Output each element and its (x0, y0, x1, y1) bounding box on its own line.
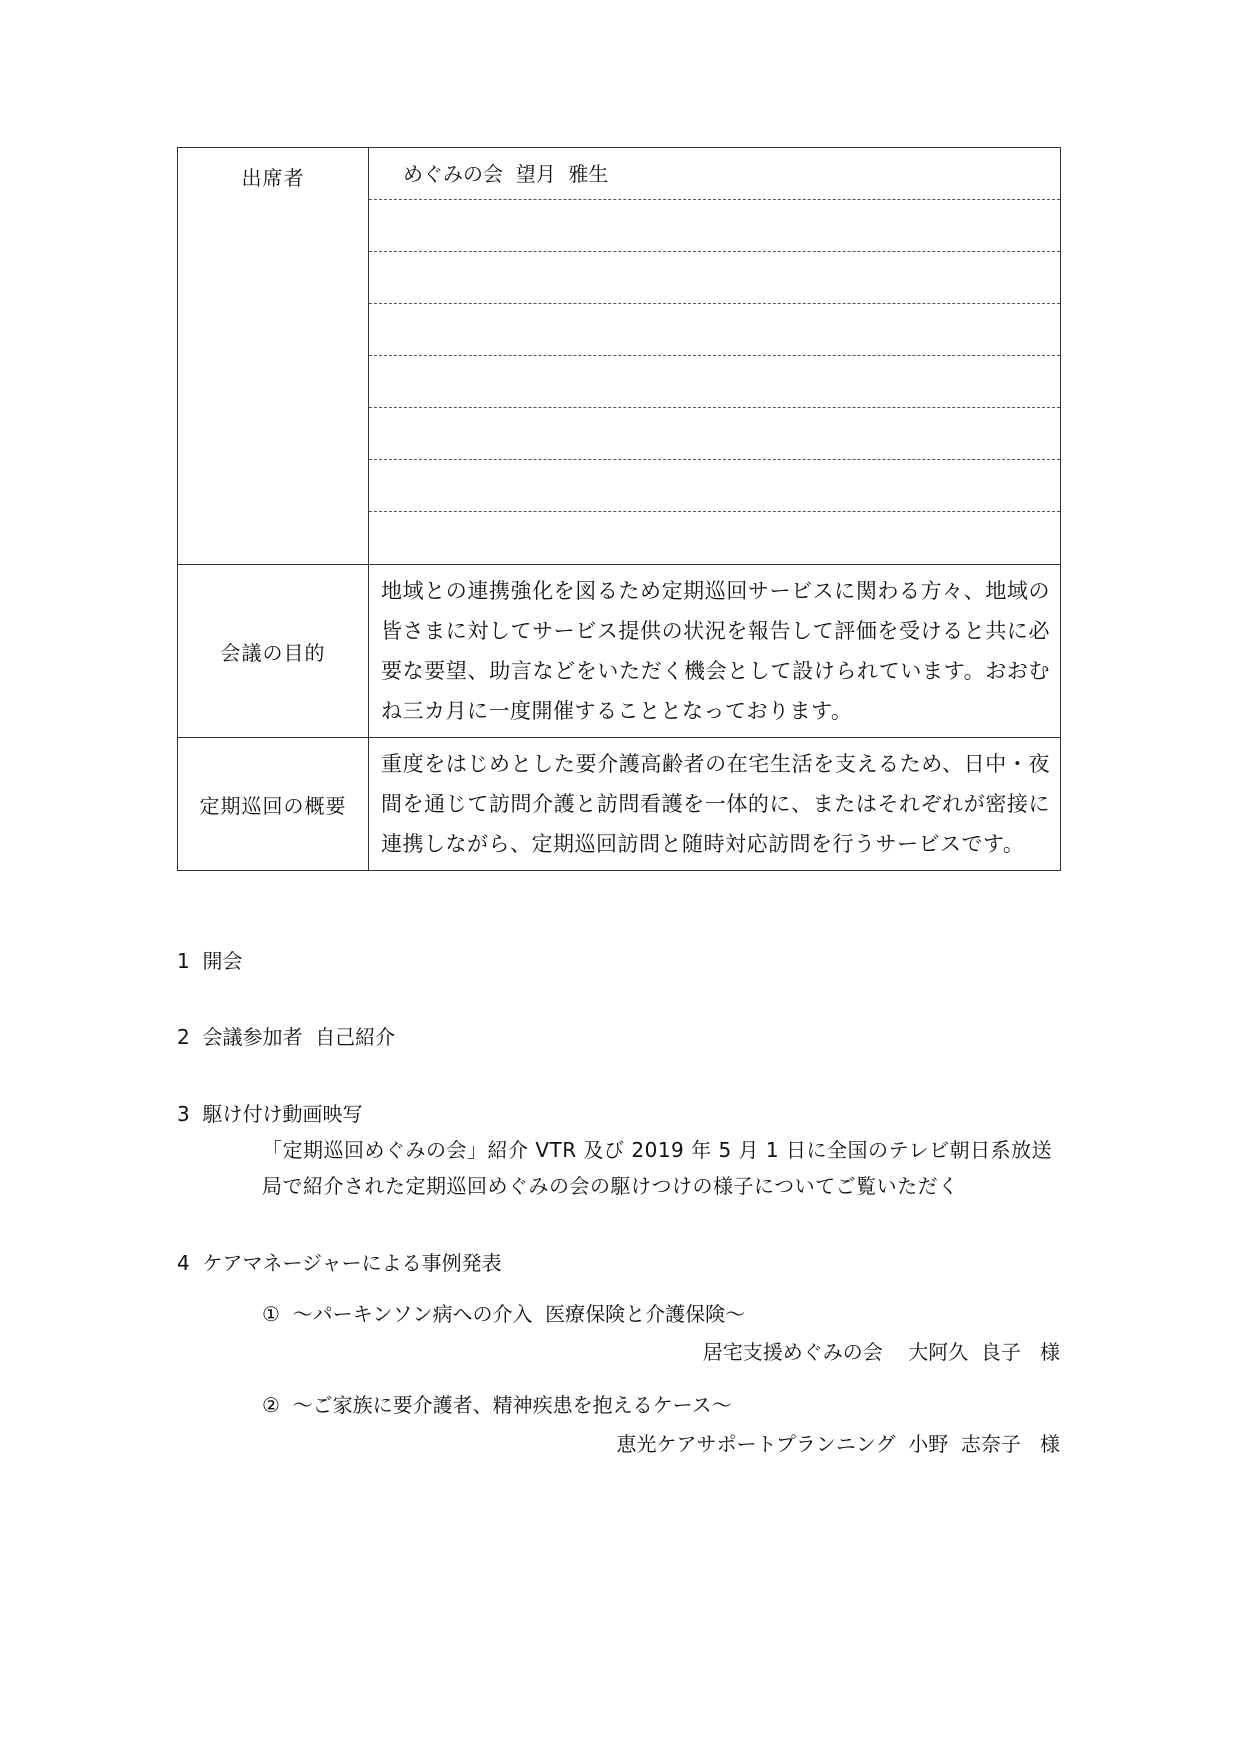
video-description: 「定期巡回めぐみの会」紹介 VTR 及び 2019 年 5 月 1 日に全国のテレビ朝日系放送局で紹介された定期巡回めぐみの会の駆けつけの様子についてご覧いただく (262, 1138, 1053, 1198)
agenda-item-opening: 1 開会 (177, 949, 243, 973)
attendees-list (369, 148, 1061, 565)
overview-label: 定期巡回の概要 (178, 738, 369, 871)
attendee-line (369, 200, 1060, 252)
overview-text: 重度をはじめとした要介護高齢者の在宅生活を支えるため、日中・夜間を通じて訪問介護と訪問看護を一体的に、またはそれぞれが密接に連携しながら、定期巡回訪問と随時対応訪問を行うサービスです。 (381, 752, 1050, 856)
purpose-text: 地域との連携強化を図るため定期巡回サービスに関わる方々、地域の皆さまに対してサービス提供の状況を報告して評価を受けると共に必要な要望、助言などをいただく機会として設けられています。おおむね三カ月に一度開催することとなっております。 (381, 579, 1050, 723)
meeting-info-table (177, 147, 1061, 871)
attendee-line (369, 304, 1060, 356)
attendees-row (178, 148, 1061, 565)
purpose-label: 会議の目的 (178, 565, 369, 738)
attendees-label: 出席者 (178, 148, 369, 565)
agenda-item-case-presentations: 4 ケアマネージャーによる事例発表 (177, 1251, 502, 1275)
attendee-line (369, 356, 1060, 408)
overview-row (178, 738, 1061, 871)
case-title: ① ～パーキンソン病への介入 医療保険と介護保険～ (262, 1302, 746, 1326)
case-presenter: 恵光ケアサポートプランニング 小野 志奈子 様 (616, 1432, 1060, 1456)
purpose-row (178, 565, 1061, 738)
case-presenter: 居宅支援めぐみの会 大阿久 良子 様 (702, 1340, 1060, 1364)
attendee-line (369, 252, 1060, 304)
agenda-item-introductions: 2 会議参加者 自己紹介 (177, 1025, 396, 1049)
attendee-line (369, 512, 1060, 564)
purpose-cell (369, 565, 1061, 738)
agenda-item-video: 3 駆け付け動画映写 (177, 1102, 363, 1126)
attendee-line (369, 460, 1060, 512)
overview-cell (369, 738, 1061, 871)
attendee-line (369, 408, 1060, 460)
attendee-line: めぐみの会 望月 雅生 (369, 148, 1060, 200)
case-title: ② ～ご家族に要介護者、精神疾患を抱えるケース～ (262, 1393, 732, 1417)
